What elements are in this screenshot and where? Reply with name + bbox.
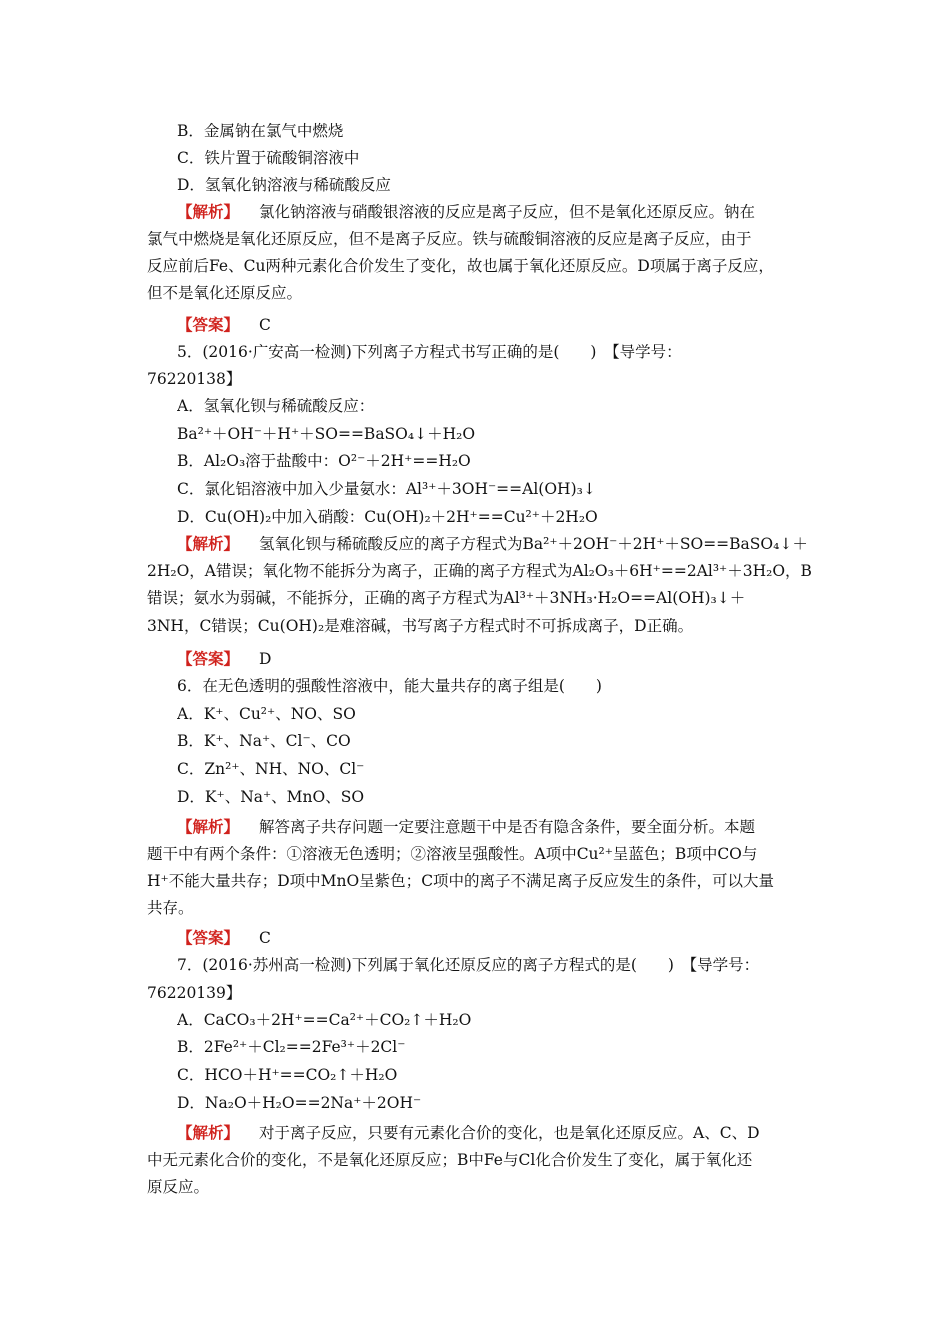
line-text: 原反应。 [147, 1178, 210, 1196]
line-text: D．Cu(OH)₂中加入硝酸：Cu(OH)₂＋2H⁺==Cu²⁺＋2H₂O [177, 508, 598, 526]
text-line [177, 507, 812, 527]
text-line [177, 424, 812, 444]
text-line [147, 871, 812, 891]
line-text: 对于离子反应，只要有元素化合价的变化，也是氧化还原反应。A、C、D [259, 1124, 760, 1142]
labeled-line [177, 928, 812, 948]
text-line [147, 256, 812, 276]
line-text: C [259, 316, 271, 334]
line-text: 共存。 [147, 899, 194, 917]
line-text: Ba²⁺＋OH⁻＋H⁺＋SO==BaSO₄↓＋H₂O [177, 425, 476, 443]
text-line [177, 704, 812, 724]
text-line [177, 148, 812, 168]
labeled-line [177, 202, 812, 222]
line-text: C．Zn²⁺、NH、NO、Cl⁻ [177, 760, 365, 778]
line-text: D．K⁺、Na⁺、MnO、SO [177, 788, 365, 806]
section-tag: 【解析】 [177, 817, 240, 836]
text-line [147, 561, 812, 581]
line-text: H⁺不能大量共存；D项中MnO呈紫色；C项中的离子不满足离子反应发生的条件，可以大量 [147, 872, 775, 890]
text-line [177, 731, 812, 751]
line-text: 76220139】 [147, 984, 242, 1002]
line-text: 氯气中燃烧是氧化还原反应，但不是离子反应。铁与硫酸铜溶液的反应是离子反应，由于 [147, 230, 752, 248]
section-tag: 【答案】 [177, 315, 240, 334]
text-line [147, 898, 812, 918]
labeled-line [177, 315, 812, 335]
section-tag: 【解析】 [177, 202, 240, 221]
text-line [177, 1065, 812, 1085]
line-text: 中无元素化合价的变化，不是氧化还原反应；B中Fe与Cl化合价发生了变化，属于氧化还 [147, 1151, 753, 1169]
text-line [177, 1010, 812, 1030]
text-line [177, 955, 812, 975]
text-line [177, 342, 812, 362]
labeled-line [177, 534, 812, 554]
text-line [147, 588, 812, 608]
line-text: B．K⁺、Na⁺、Cl⁻、CO [177, 732, 351, 750]
text-line [177, 676, 812, 696]
line-text: 3NH，C错误；Cu(OH)₂是难溶碱，书写离子方程式时不可拆成离子，D正确。 [147, 617, 694, 635]
section-tag: 【解析】 [177, 1123, 240, 1142]
line-text: 2H₂O，A错误；氧化物不能拆分为离子，正确的离子方程式为Al₂O₃＋6H⁺==2Al³⁺＋3H₂O，B [147, 562, 812, 580]
text-line [177, 479, 812, 499]
line-text: 5．(2016·广安高一检测)下列离子方程式书写正确的是( ) 【导学号： [177, 343, 682, 361]
line-text: 反应前后Fe、Cu两种元素化合价发生了变化，故也属于氧化还原反应。D项属于离子反应， [147, 257, 774, 275]
text-line [177, 451, 812, 471]
line-text: D．Na₂O＋H₂O==2Na⁺＋2OH⁻ [177, 1094, 422, 1112]
line-text: C．铁片置于硫酸铜溶液中 [177, 149, 360, 167]
line-text: 76220138】 [147, 370, 242, 388]
line-text: 错误；氨水为弱碱，不能拆分，正确的离子方程式为Al³⁺＋3NH₃·H₂O==Al(OH)₃↓＋ [147, 589, 746, 607]
section-tag: 【解析】 [177, 534, 240, 553]
labeled-line [177, 1123, 812, 1143]
line-text: A．K⁺、Cu²⁺、NO、SO [177, 705, 356, 723]
text-line [147, 616, 812, 636]
text-line [177, 1037, 812, 1057]
text-line [177, 175, 812, 195]
line-text: 7．(2016·苏州高一检测)下列属于氧化还原反应的离子方程式的是( ) 【导学号： [177, 956, 760, 974]
text-line [147, 283, 812, 303]
labeled-line [177, 817, 812, 837]
line-text: B．2Fe²⁺＋Cl₂==2Fe³⁺＋2Cl⁻ [177, 1038, 406, 1056]
text-line [147, 369, 812, 389]
line-text: 氯化钠溶液与硝酸银溶液的反应是离子反应，但不是氧化还原反应。钠在 [259, 203, 756, 221]
line-text: 氢氧化钡与稀硫酸反应的离子方程式为Ba²⁺＋2OH⁻＋2H⁺＋SO==BaSO₄↓＋ [259, 535, 808, 553]
text-line [177, 121, 812, 141]
line-text: C [259, 929, 271, 947]
text-line [147, 229, 812, 249]
line-text: 题干中有两个条件：①溶液无色透明；②溶液呈强酸性。A项中Cu²⁺呈蓝色；B项中CO与 [147, 845, 758, 863]
line-text: C．氯化铝溶液中加入少量氨水：Al³⁺＋3OH⁻==Al(OH)₃↓ [177, 480, 596, 498]
text-line [177, 1093, 812, 1113]
line-text: 6．在无色透明的强酸性溶液中，能大量共存的离子组是( ) [177, 677, 602, 695]
line-text: A．氢氧化钡与稀硫酸反应： [177, 397, 375, 415]
line-text: D．氢氧化钠溶液与稀硫酸反应 [177, 176, 391, 194]
line-text: A．CaCO₃＋2H⁺==Ca²⁺＋CO₂↑＋H₂O [177, 1011, 472, 1029]
section-tag: 【答案】 [177, 928, 240, 947]
line-text: D [259, 650, 272, 668]
text-line [147, 1177, 812, 1197]
section-tag: 【答案】 [177, 649, 240, 668]
text-line [177, 759, 812, 779]
line-text: 但不是氧化还原反应。 [147, 284, 303, 302]
line-text: B．Al₂O₃溶于盐酸中：O²⁻＋2H⁺==H₂O [177, 452, 471, 470]
text-line [147, 1150, 812, 1170]
line-text: 解答离子共存问题一定要注意题干中是否有隐含条件，要全面分析。本题 [259, 818, 756, 836]
labeled-line [177, 649, 812, 669]
line-text: C．HCO＋H⁺==CO₂↑＋H₂O [177, 1066, 398, 1084]
text-line [177, 396, 812, 416]
line-text: B．金属钠在氯气中燃烧 [177, 122, 344, 140]
text-line [147, 844, 812, 864]
text-line [177, 787, 812, 807]
text-line [147, 983, 812, 1003]
